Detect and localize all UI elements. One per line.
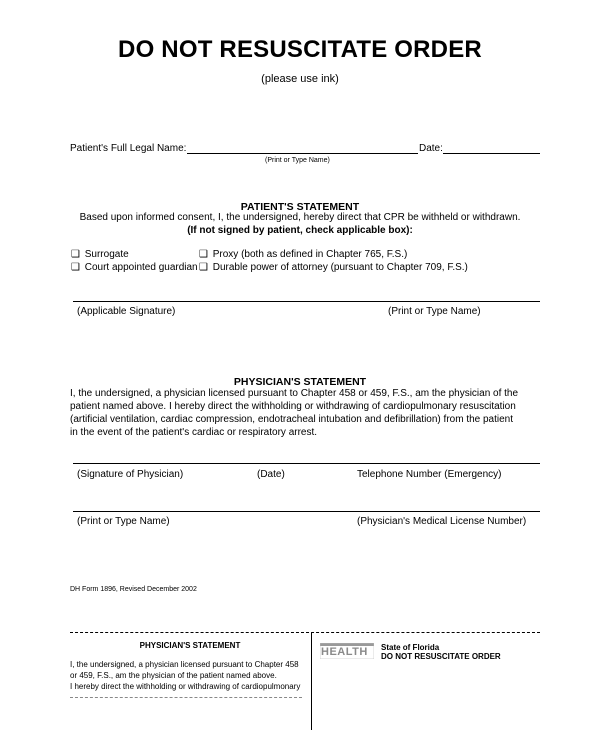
physician-print-name-label: (Print or Type Name) xyxy=(77,516,170,527)
checkbox-square-icon: ❑ xyxy=(71,262,80,273)
checkbox-square-icon: ❑ xyxy=(199,262,208,273)
physician-statement-line: I, the undersigned, a physician licensed pursuant to Chapter 458 or 459, F.S., am the physician of the xyxy=(70,388,519,399)
florida-health-logo xyxy=(320,643,374,659)
form-identifier: DH Form 1896, Revised December 2002 xyxy=(70,586,197,593)
physician-statement-line: in the event of the patient's cardiac or respiratory arrest. xyxy=(70,427,318,438)
patient-statement-body: Based upon informed consent, I, the undersigned, hereby direct that CPR be withheld or withdrawn. xyxy=(79,212,521,223)
checkbox-label: Proxy (both as defined in Chapter 765, F.S.) xyxy=(212,249,408,260)
checkbox-label: Surrogate xyxy=(84,249,129,260)
applicable-signature-label: (Applicable Signature) xyxy=(77,306,176,317)
checkbox-square-icon: ❑ xyxy=(71,249,80,260)
card-statement-line: I, the undersigned, a physician licensed pursuant to Chapter 458 xyxy=(70,660,299,669)
physician-statement-heading: PHYSICIAN'S STATEMENT xyxy=(233,376,367,388)
page-title: DO NOT RESUSCITATE ORDER xyxy=(118,36,482,63)
patient-statement-heading: PATIENT'S STATEMENT xyxy=(240,201,360,213)
date-label: Date: xyxy=(419,143,443,154)
print-name-hint: (Print or Type Name) xyxy=(265,157,330,164)
physician-statement-line: (artificial ventilation, cardiac compression, endotracheal intubation and defibrillation) from the patient xyxy=(70,414,514,425)
checkbox-court-guardian[interactable] xyxy=(71,262,198,273)
card-truncated-line xyxy=(70,697,302,698)
checkbox-label: Court appointed guardian xyxy=(84,262,198,273)
ink-instruction: (please use ink) xyxy=(261,73,339,85)
patient-name-label: Patient's Full Legal Name: xyxy=(70,143,187,154)
emergency-phone-label: Telephone Number (Emergency) xyxy=(357,469,502,480)
card-order-label: DO NOT RESUSCITATE ORDER xyxy=(381,652,501,661)
card-statement-line: or 459, F.S., am the physician of the patient named above. xyxy=(70,671,277,680)
checkbox-durable-poa[interactable] xyxy=(199,262,468,273)
physician-signature-label: (Signature of Physician) xyxy=(77,469,184,480)
health-logo-text: HEALTH xyxy=(321,646,368,658)
card-divider xyxy=(311,633,312,730)
applicable-signature-field[interactable] xyxy=(73,301,540,302)
physician-statement-line: patient named above. I hereby direct the withholding or withdrawing of cardiopulmonary resuscitation xyxy=(70,401,516,412)
patient-name-field[interactable] xyxy=(187,153,418,154)
checkbox-surrogate[interactable] xyxy=(71,249,129,260)
card-statement-line: I hereby direct the withholding or withdrawing of cardiopulmonary xyxy=(70,682,301,691)
date-field[interactable] xyxy=(443,153,540,154)
card-physician-heading: PHYSICIAN'S STATEMENT xyxy=(139,641,241,650)
physician-print-name-field[interactable] xyxy=(73,511,540,512)
checkbox-proxy[interactable] xyxy=(199,249,407,260)
cut-line xyxy=(70,632,540,633)
patient-print-name-label: (Print or Type Name) xyxy=(388,306,481,317)
checkbox-label: Durable power of attorney (pursuant to Chapter 709, F.S.) xyxy=(212,262,468,273)
checkbox-square-icon: ❑ xyxy=(199,249,208,260)
physician-date-label: (Date) xyxy=(257,469,285,480)
patient-statement-note: (If not signed by patient, check applicable box): xyxy=(187,225,413,236)
card-state-label: State of Florida xyxy=(381,643,440,652)
physician-signature-field[interactable] xyxy=(73,463,540,464)
medical-license-label: (Physician's Medical License Number) xyxy=(357,516,527,527)
